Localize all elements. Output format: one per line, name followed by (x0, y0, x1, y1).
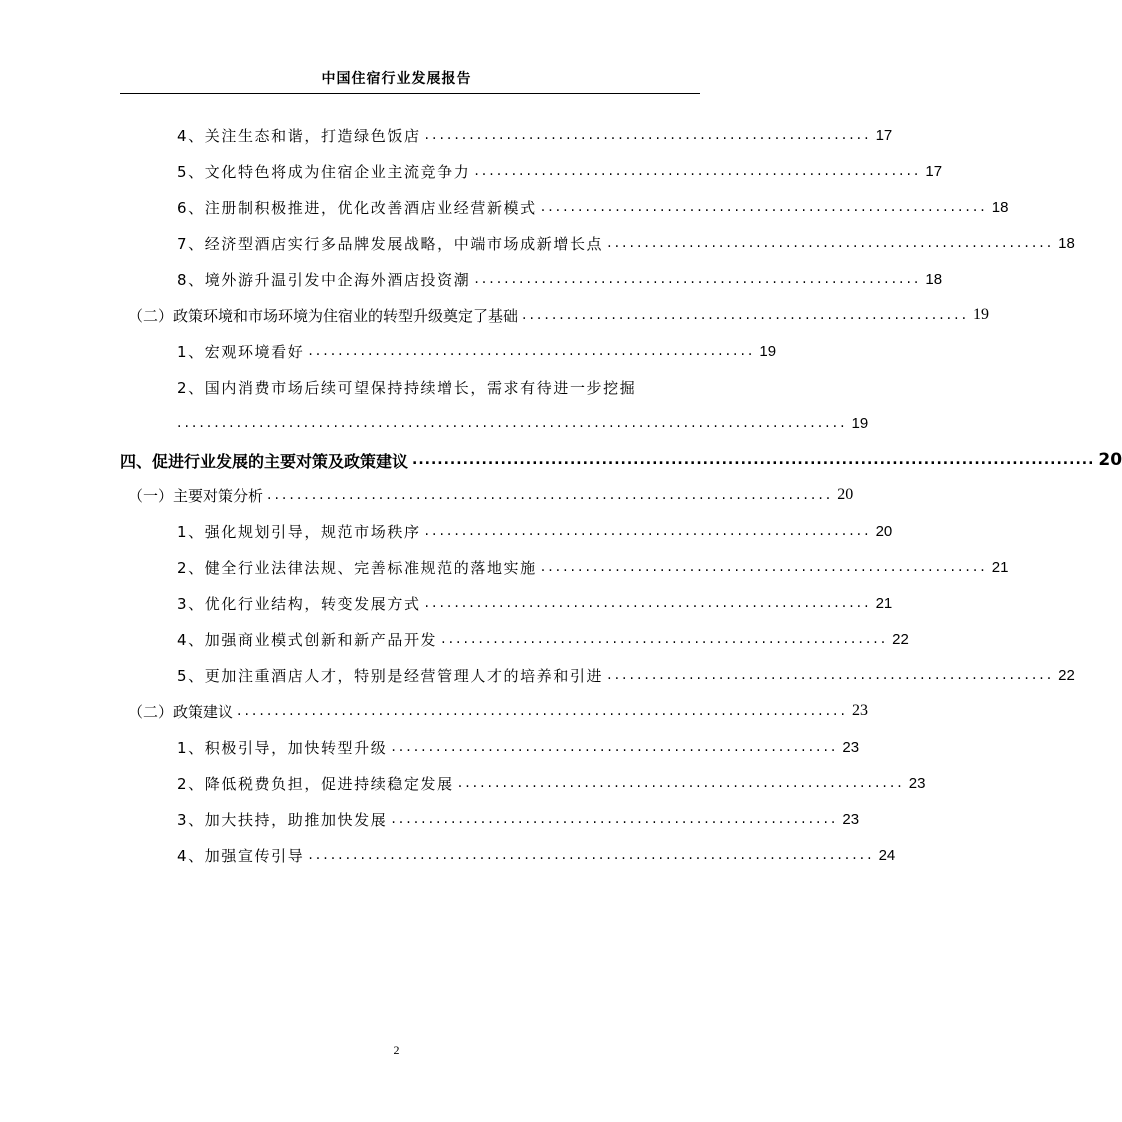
toc-leader-dots: ............................................................ (540, 559, 988, 575)
toc-entry-continuation (0, 408, 869, 438)
toc-entry-page: 17 (875, 126, 893, 144)
toc-entry-page: 23 (908, 774, 926, 792)
toc-leader-dots: ............................................................ (607, 667, 1055, 683)
toc-entry[interactable] (0, 804, 860, 834)
toc-entry[interactable] (0, 120, 893, 150)
toc-leader-dots: ............................................................ (308, 343, 756, 359)
toc-entry-page: 23 (842, 738, 860, 756)
toc-entry-title: 1、强化规划引导，规范市场秩序 (177, 522, 421, 541)
toc-entry-page: 18 (1058, 234, 1075, 252)
toc-leader-dots: ............................................................ (474, 163, 922, 179)
toc-entry-page: 21 (991, 558, 1009, 576)
toc-entry-page: 20 (875, 522, 893, 540)
toc-entry-page: 18 (991, 198, 1009, 216)
toc-leader-dots: ............................................................ (424, 523, 872, 539)
toc-leader-dots: .......................................................................................... (177, 415, 848, 431)
toc-entry-page: 19 (851, 414, 869, 432)
toc-entry[interactable] (177, 372, 697, 402)
toc-entry-title: 2、健全行业法律法规、完善标准规范的落地实施 (177, 558, 537, 577)
toc-leader-dots: ............................................................ (441, 631, 889, 647)
toc-entry-page: 17 (925, 162, 943, 180)
toc-entry[interactable] (0, 732, 860, 762)
toc-entry[interactable] (0, 768, 926, 798)
toc-leader-dots: ............................................................................ (308, 847, 875, 863)
toc-leader-dots: ............................................................................ (267, 487, 834, 503)
toc-entry-chapter[interactable] (0, 445, 1122, 475)
toc-entry-page: 23 (842, 810, 860, 828)
toc-entry[interactable] (0, 552, 1009, 582)
toc-entry-page: 24 (878, 846, 896, 864)
toc-entry-page: 22 (892, 630, 909, 648)
toc-leader-dots: ............................................................ (474, 271, 922, 287)
toc-leader-dots: ............................................................ (522, 307, 970, 323)
toc-leader-dots: ............................................................ (424, 127, 872, 143)
toc-entry-page: 19 (973, 306, 990, 323)
toc-leader-dots: ............................................................ (607, 235, 1055, 251)
toc-entry-title: 3、加大扶持，助推加快发展 (177, 810, 388, 829)
toc-entry[interactable] (0, 588, 893, 618)
toc-entry[interactable] (0, 660, 1075, 690)
toc-entry[interactable] (0, 624, 909, 654)
toc-entry-title: 1、宏观环境看好 (177, 342, 305, 361)
header-divider (120, 93, 700, 94)
toc-leader-dots: ............................................................ (391, 739, 839, 755)
toc-leader-dots: ............................................................ (457, 775, 905, 791)
toc-entry-page: 20 (1098, 450, 1122, 470)
toc-entry-page: 22 (1058, 666, 1075, 684)
toc-entry-title: （一）主要对策分析 (128, 486, 264, 505)
toc-entry-title: （二）政策建议 (128, 702, 234, 721)
toc-entry-page: 19 (759, 342, 777, 360)
toc-entry-title: （二）政策环境和市场环境为住宿业的转型升级奠定了基础 (128, 306, 519, 325)
toc-entry[interactable] (0, 192, 1009, 222)
toc-entry[interactable] (0, 480, 854, 510)
toc-entry-title: 7、经济型酒店实行多品牌发展战略，中端市场成新增长点 (177, 234, 604, 253)
toc-entry-page: 21 (875, 594, 893, 612)
toc-leader-dots: ............................................................ (424, 595, 872, 611)
toc-entry[interactable] (0, 840, 896, 870)
toc-entry-title: 5、更加注重酒店人才，特别是经营管理人才的培养和引进 (177, 666, 604, 685)
toc-entry-page: 23 (851, 702, 868, 719)
toc-entry-title: 5、文化特色将成为住宿企业主流竞争力 (177, 162, 471, 181)
toc-entry-title: 2、国内消费市场后续可望保持持续增长，需求有待进一步挖掘 (177, 378, 637, 397)
toc-entry[interactable] (0, 264, 943, 294)
toc-entry[interactable] (0, 336, 793, 366)
toc-leader-dots: ............................................................................................................ (412, 452, 1095, 468)
toc-entry-title: 4、加强宣传引导 (177, 846, 305, 865)
toc-entry-title: 2、降低税费负担，促进持续稳定发展 (177, 774, 454, 793)
page-number: 2 (393, 1043, 400, 1057)
toc-leader-dots: ............................................................ (391, 811, 839, 827)
toc-entry-title: 8、境外游升温引发中企海外酒店投资潮 (177, 270, 471, 289)
toc-entry-title: 四、促进行业发展的主要对策及政策建议 (120, 451, 409, 471)
toc-entry-title: 4、加强商业模式创新和新产品开发 (177, 630, 438, 649)
toc-leader-dots: ............................................................ (540, 199, 988, 215)
running-header-title: 中国住宿行业发展报告 (321, 71, 472, 87)
toc-entry-title: 3、优化行业结构，转变发展方式 (177, 594, 421, 613)
toc-entry[interactable] (0, 156, 943, 186)
toc-entry-title: 6、注册制积极推进，优化改善酒店业经营新模式 (177, 198, 537, 217)
toc-entry-page: 20 (837, 486, 854, 503)
toc-entry[interactable] (0, 696, 868, 726)
toc-entry[interactable] (0, 228, 1075, 258)
toc-entry[interactable] (0, 300, 990, 330)
toc-entry-title: 4、关注生态和谐，打造绿色饭店 (177, 126, 421, 145)
toc-entry-page: 18 (925, 270, 943, 288)
toc-entry-title: 1、积极引导，加快转型升级 (177, 738, 388, 757)
toc-leader-dots: .................................................................................. (237, 703, 848, 719)
toc-entry[interactable] (0, 516, 893, 546)
